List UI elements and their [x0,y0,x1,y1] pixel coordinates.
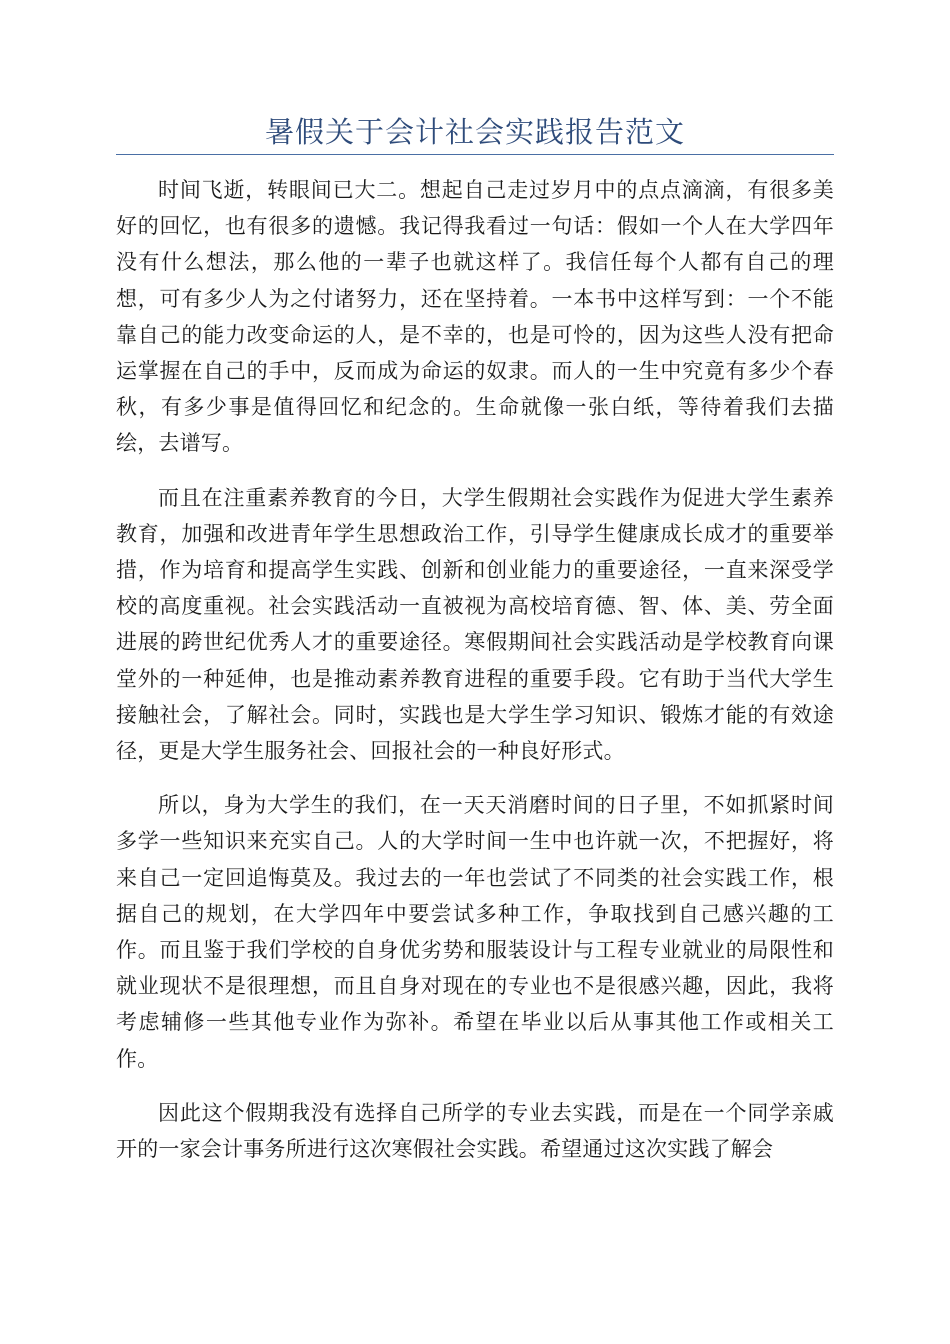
document-title: 暑假关于会计社会实践报告范文 [264,115,685,149]
paragraph-1: 时间飞逝，转眼间已大二。想起自己走过岁月中的点点滴滴，有很多美好的回忆，也有很多的遗憾。我记得我看过一句话：假如一个人在大学四年没有什么想法，那么他的一辈子也就这样了。我信任每个人都有自己的理想，可有多少人为之付诸努力，还在坚持着。一本书中这样写到：一个不能靠自己的能力改变命运的人，是不幸的，也是可怜的，因为这些人没有把命运掌握在自己的手中，反而成为命运的奴隶。而人的一生中究竟有多少个春秋，有多少事是值得回忆和纪念的。生命就像一张白纸，等待着我们去描绘，去谱写。 [116,178,834,456]
document-body [116,172,834,1185]
title-underline [116,154,834,155]
paragraph-2: 而且在注重素养教育的今日，大学生假期社会实践作为促进大学生素养教育，加强和改进青年学生思想政治工作，引导学生健康成长成才的重要举措，作为培育和提高学生实践、创新和创业能力的重要途径，一直来深受学校的高度重视。社会实践活动一直被视为高校培育德、智、体、美、劳全面进展的跨世纪优秀人才的重要途径。寒假期间社会实践活动是学校教育向课堂外的一种延伸，也是推动素养教育进程的重要手段。它有助于当代大学生接触社会，了解社会。同时，实践也是大学生学习知识、锻炼才能的有效途径，更是大学生服务社会、回报社会的一种良好形式。 [116,485,834,764]
paragraph-3: 所以，身为大学生的我们，在一天天消磨时间的日子里，不如抓紧时间多学一些知识来充实自己。人的大学时间一生中也许就一次，不把握好，将来自己一定回追悔莫及。我过去的一年也尝试了不同类的社会实践工作，根据自己的规划，在大学四年中要尝试多种工作，争取找到自己感兴趣的工作。而且鉴于我们学校的自身优劣势和服装设计与工程专业就业的局限性和就业现状不是很理想，而且自身对现在的专业也不是很感兴趣，因此，我将考虑辅修一些其他专业作为弥补。希望在毕业以后从事其他工作或相关工作。 [116,793,834,1071]
paragraph-4: 因此这个假期我没有选择自己所学的专业去实践，而是在一个同学亲戚开的一家会计事务所进行这次寒假社会实践。希望通过这次实践了解会 [116,1100,834,1162]
